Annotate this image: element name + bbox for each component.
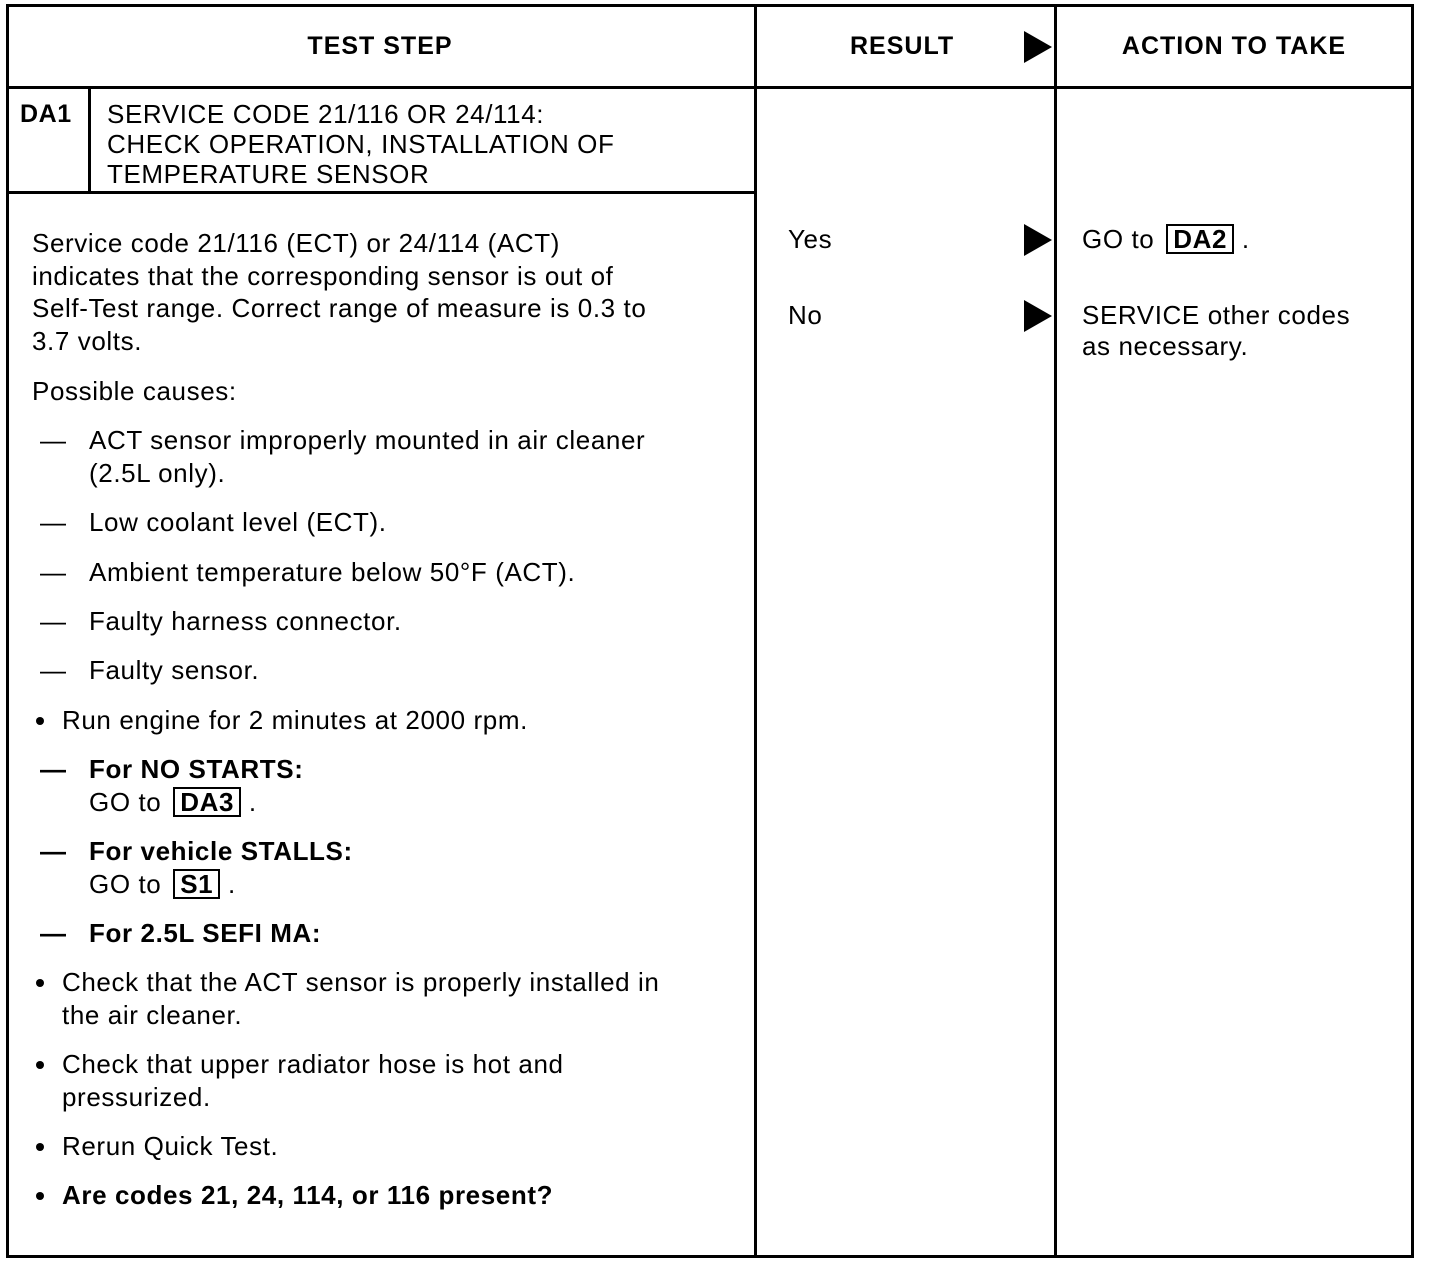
goto-text: GO to — [89, 787, 162, 817]
dash-marker: — — [40, 425, 66, 455]
column-divider-action — [1054, 4, 1057, 1258]
step-title-divider — [6, 191, 757, 194]
intro-line: Service code 21/116 (ECT) or 24/114 (ACT) — [32, 228, 560, 258]
bullet-marker — [36, 717, 44, 725]
dash-marker: — — [40, 918, 66, 948]
cause-item: Ambient temperature below 50°F (ACT). — [89, 557, 576, 587]
dash-marker: — — [40, 655, 66, 685]
goto-text: GO to — [89, 869, 162, 899]
header-divider — [6, 86, 1414, 89]
intro-line: Self-Test range. Correct range of measure is 0.3 to — [32, 293, 647, 323]
stalls-label: For vehicle STALLS: — [89, 836, 353, 866]
action-yes — [1082, 223, 1250, 256]
header-test-step: TEST STEP — [307, 32, 453, 60]
dash-marker: — — [40, 557, 66, 587]
period: . — [1241, 224, 1250, 254]
cause-item: Faulty sensor. — [89, 655, 260, 685]
result-yes: Yes — [788, 224, 833, 254]
dash-marker: — — [40, 507, 66, 537]
header-action: ACTION TO TAKE — [1121, 32, 1347, 60]
causes-heading: Possible causes: — [32, 376, 237, 406]
step-title-line: CHECK OPERATION, INSTALLATION OF — [107, 129, 615, 159]
bullet-marker — [36, 1061, 44, 1069]
step-id: DA1 — [20, 100, 72, 128]
check-hose-line: Check that upper radiator hose is hot and — [62, 1049, 564, 1079]
dash-marker: — — [40, 754, 66, 784]
intro-line: 3.7 volts. — [32, 326, 143, 356]
question: Are codes 21, 24, 114, or 116 present? — [62, 1180, 554, 1210]
no-starts-goto — [89, 786, 257, 819]
step-id-divider — [88, 88, 91, 194]
cause-item: Faulty harness connector. — [89, 606, 402, 636]
dash-marker: — — [40, 606, 66, 636]
period: . — [248, 787, 257, 817]
check-hose-line: pressurized. — [62, 1082, 211, 1112]
ref-da3-link[interactable]: DA3 — [173, 787, 241, 817]
check-act-line: the air cleaner. — [62, 1000, 243, 1030]
cause-item: (2.5L only). — [89, 458, 226, 488]
stalls-goto — [89, 868, 236, 901]
cause-item: Low coolant level (ECT). — [89, 507, 387, 537]
check-act-line: Check that the ACT sensor is properly installed in — [62, 967, 660, 997]
header-arrow-icon — [1024, 31, 1052, 63]
action-no-line: as necessary. — [1082, 331, 1249, 361]
no-starts-label: For NO STARTS: — [89, 754, 304, 784]
result-yes-arrow-icon — [1024, 224, 1052, 256]
bullet-marker — [36, 1143, 44, 1151]
rerun-step: Rerun Quick Test. — [62, 1131, 279, 1161]
step-title-line: TEMPERATURE SENSOR — [107, 159, 430, 189]
cause-item: ACT sensor improperly mounted in air cleaner — [89, 425, 646, 455]
sefi-label: For 2.5L SEFI MA: — [89, 918, 322, 948]
dash-marker: — — [40, 836, 66, 866]
run-engine-step: Run engine for 2 minutes at 2000 rpm. — [62, 705, 528, 735]
ref-s1-link[interactable]: S1 — [173, 869, 220, 899]
action-no-line: SERVICE other codes — [1082, 300, 1351, 330]
intro-line: indicates that the corresponding sensor is out of — [32, 261, 614, 291]
bullet-marker — [36, 1192, 44, 1200]
result-no-arrow-icon — [1024, 300, 1052, 332]
bullet-marker — [36, 979, 44, 987]
period: . — [228, 869, 236, 899]
header-result: RESULT — [850, 32, 955, 60]
goto-text: GO to — [1082, 224, 1155, 254]
result-no: No — [788, 300, 823, 330]
ref-da2-link[interactable]: DA2 — [1166, 224, 1234, 254]
step-title-line: SERVICE CODE 21/116 OR 24/114: — [107, 99, 545, 129]
